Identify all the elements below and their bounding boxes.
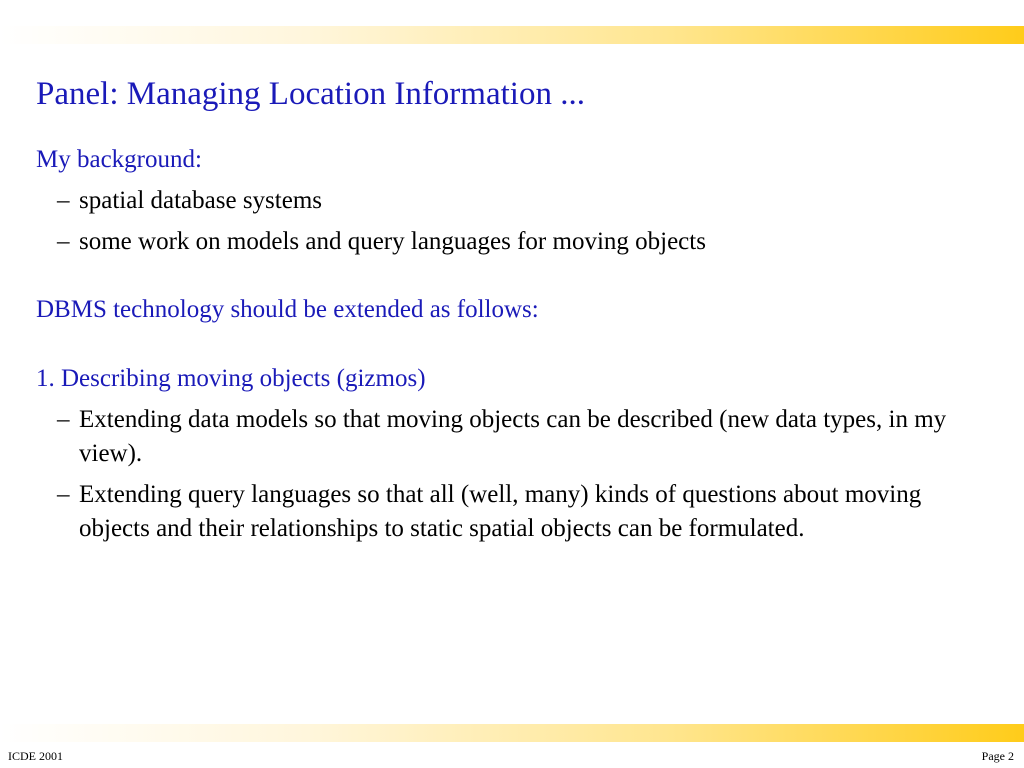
bullet-dash: –: [57, 481, 70, 508]
bullet-text: Extending data models so that moving objects can be described (new data types, in my view).: [79, 406, 947, 467]
footer-conference: ICDE 2001: [8, 749, 63, 763]
bullet-text: spatial database systems: [79, 187, 322, 214]
section-heading: 1. Describing moving objects (gizmos): [36, 365, 426, 392]
bullet-text: some work on models and query languages for moving objects: [79, 228, 706, 255]
bullet-dash: –: [57, 406, 70, 433]
list-item: [57, 225, 957, 259]
footer-page-number: Page 2: [981, 749, 1014, 763]
list-item: [57, 184, 957, 218]
bullet-dash: –: [57, 228, 70, 255]
top-decorative-bar: [0, 26, 1024, 44]
bottom-decorative-bar: [0, 724, 1024, 742]
list-item: [57, 403, 957, 471]
dbms-heading: DBMS technology should be extended as follows:: [36, 296, 539, 323]
bullet-text: Extending query languages so that all (well, many) kinds of questions about moving objects and their relationships to static spatial objects can be formulated.: [79, 481, 922, 542]
background-heading: My background:: [36, 146, 202, 173]
list-item: [57, 478, 957, 546]
bullet-dash: –: [57, 187, 70, 214]
slide-title: Panel: Managing Location Information ...: [36, 76, 585, 112]
